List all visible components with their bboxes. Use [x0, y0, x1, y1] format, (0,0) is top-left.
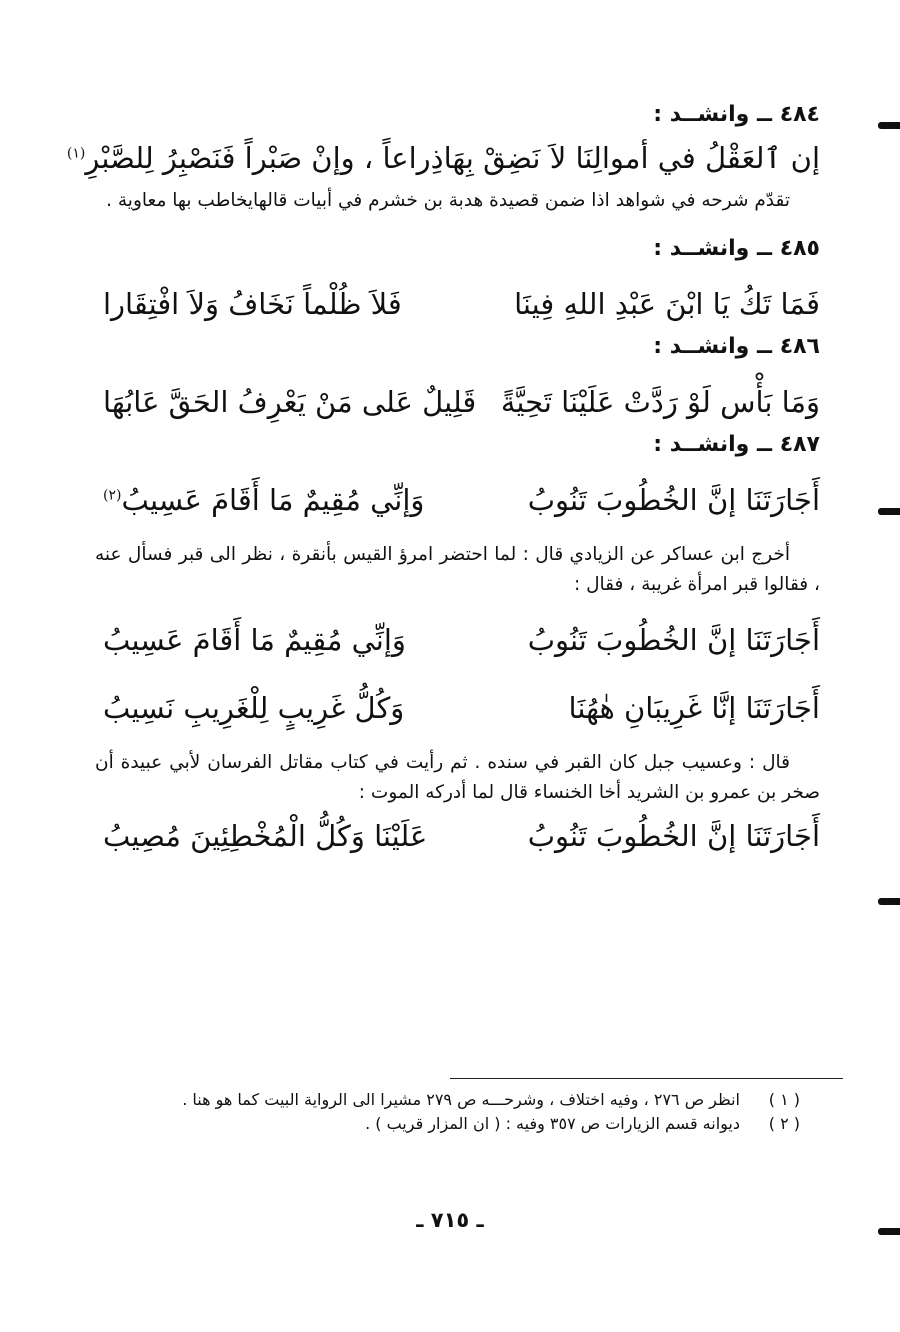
footnote-number: ( ١ )	[768, 1090, 800, 1109]
page-body	[66, 100, 820, 864]
commentary-paragraph	[95, 540, 820, 600]
entry-heading: ٤٨٧ ــ وانشــد :	[653, 432, 820, 457]
verse-line	[95, 276, 820, 332]
commentary-text: تقدّم شرحه في شواهد اذا ضمن قصيدة هدبة بن خشرم في أبيات قالهايخاطب بها معاوية .	[106, 190, 790, 211]
verse-first-hemistich: أَجَارَتَنَا إنَّ الخُطُوبَ تَنُوبُ	[527, 819, 820, 853]
commentary-text: قال : وعسيب جبل كان القبر في سنده . ثم رأيت في كتاب مقاتل الفرسان لأبي عبيدة أن صخر بن عمرو بن الشريد أخا الخنساء قال لما أدركه الموت :	[95, 752, 820, 803]
verse-first-hemistich: أَجَارَتَنَا إنَّ الخُطُوبَ تَنُوبُ	[527, 623, 820, 657]
entry-heading: ٤٨٦ ــ وانشــد :	[653, 334, 820, 359]
commentary-text: أخرج ابن عساكر عن الزيادي قال : لما احتضر امرؤ القيس بأنقرة ، نظر الى قبر فسأل عنه ، فقالوا قبر امرأة غريبة ، فقال :	[95, 544, 820, 595]
verse-second-hemistich: فَلاَ ظُلْماً نَخَافُ وَلاَ افْتِقَارا	[103, 287, 402, 321]
footnotes	[95, 1088, 800, 1136]
footnote	[95, 1088, 800, 1112]
verse-line	[66, 130, 820, 186]
verse-line	[95, 374, 820, 430]
verse-second-hemistich: قَلِيلٌ عَلى مَنْ يَعْرِفُ الحَقَّ عَابُهَا	[103, 385, 477, 419]
scan-edge-mark	[878, 508, 900, 515]
verse-first-hemistich: فَمَا تَكُ يَا ابْنَ عَبْدِ اللهِ فِينَا	[514, 287, 820, 321]
scan-edge-mark	[878, 1228, 900, 1235]
verse-first-hemistich: أَجَارَتَنَا إنَّ الخُطُوبَ تَنُوبُ	[527, 483, 820, 517]
verse-line	[95, 472, 820, 528]
footnote	[95, 1112, 800, 1136]
verse-second-hemistich: عَلَيْنَا وَكُلُّ الْمُخْطِئِينَ مُصِيبُ	[103, 819, 428, 853]
commentary-paragraph	[95, 186, 820, 216]
verse-second-hemistich	[59, 130, 444, 186]
footnote-marker: (١)	[66, 145, 86, 162]
scan-edge-mark	[878, 898, 900, 905]
footnote-number: ( ٢ )	[768, 1114, 800, 1133]
verse-second-text: ذِراعاً ، وإنْ صَبْراً فَنَصْبِرُ لِلصَّبْرِ	[85, 141, 444, 175]
verse-first-hemistich: أَجَارَتَنَا إنَّا غَرِيبَانِ هٰهُنَا	[568, 691, 820, 725]
footnote-separator	[450, 1078, 843, 1079]
quoted-verse-line	[95, 680, 820, 736]
footnote-marker: (٢)	[103, 487, 122, 504]
verse-second-hemistich: وَكُلُّ غَرِيبٍ لِلْغَرِيبِ نَسِيبُ	[103, 691, 405, 725]
footnote-text: ديوانه قسم الزيارات ص ٣٥٧ وفيه : ( ان المزار قريب ) .	[365, 1114, 740, 1133]
verse-first-hemistich: إن ٱلعَقْلُ في أموالِنَا لاَ نَضِقْ بِهَا	[443, 141, 820, 175]
entry-heading: ٤٨٥ ــ وانشــد :	[653, 236, 820, 261]
final-verse-line	[95, 808, 820, 864]
verse-first-hemistich: وَمَا بَأْس لَوْ رَدَّتْ عَلَيْنَا تَحِيَّةً	[500, 385, 820, 419]
footnote-text: انظر ص ٢٧٦ ، وفيه اختلاف ، وشرحـــه ص ٢٧٩ مشيرا الى الرواية البيت كما هو هنا .	[182, 1090, 740, 1109]
verse-second-hemistich: وَإنِّي مُقِيمٌ مَا أَقَامَ عَسِيبُ	[103, 623, 406, 657]
verse-second-hemistich	[95, 472, 424, 528]
scan-edge-mark	[878, 122, 900, 129]
verse-second-text: وَإنِّي مُقِيمٌ مَا أَقَامَ عَسِيبُ	[121, 483, 425, 517]
commentary-paragraph	[95, 748, 820, 808]
entry-heading: ٤٨٤ ــ وانشــد :	[653, 102, 820, 127]
page-number: ـ ٧١٥ ـ	[416, 1208, 484, 1232]
quoted-verse-line	[95, 612, 820, 668]
